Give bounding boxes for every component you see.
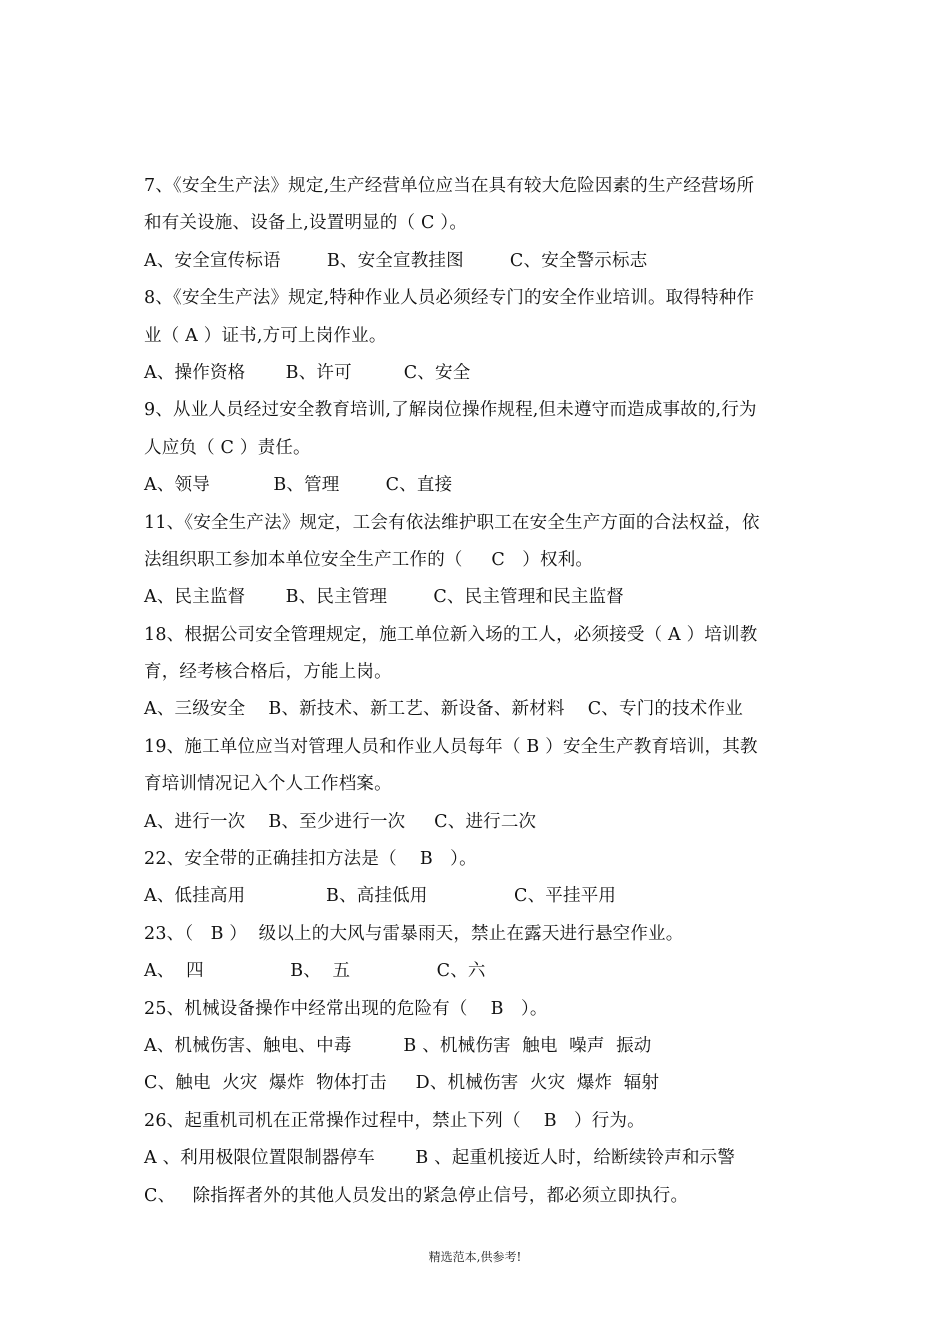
text-line: A、机械伤害、触电、中毒 B 、机械伤害 触电 噪声 振动 [144,1035,652,1056]
text-line: C、触电 火灾 爆炸 物体打击 D、机械伤害 火灾 爆炸 辐射 [144,1073,660,1094]
text-line: 19、施工单位应当对管理人员和作业人员每年（ B ）安全生产教育培训，其教 [144,736,758,757]
text-line: 23、（ B ） 级以上的大风与雷暴雨天，禁止在露天进行悬空作业。 [144,923,684,944]
text-line: 人应负（ C ）责任。 [144,437,311,458]
text-line: 9、从业人员经过安全教育培训,了解岗位操作规程,但未遵守而造成事故的,行为 [144,400,757,421]
text-line: A、 四 B、 五 C、六 [144,961,486,982]
text-line: A、低挂高用 B、高挂低用 C、平挂平用 [144,886,617,907]
text-line: 法组织职工参加本单位安全生产工作的（ C ）权利。 [144,549,594,570]
text-line: 育培训情况记入个人工作档案。 [144,774,392,795]
text-line: 26、起重机司机在正常操作过程中，禁止下列（ B ）行为。 [144,1110,645,1131]
text-line: 22、安全带的正确挂扣方法是（ B ）。 [144,849,477,870]
text-line: 18、根据公司安全管理规定，施工单位新入场的工人，必须接受（ A ）培训教 [144,624,758,645]
text-line: A、操作资格 B、许可 C、安全 [144,362,471,383]
text-line: 8、《安全生产法》规定,特种作业人员必须经专门的安全作业培训。取得特种作 [144,288,755,309]
text-line: A、进行一次 B、至少进行一次 C、进行二次 [144,811,537,832]
text-line: A、领导 B、管理 C、直接 [144,475,453,496]
text-line: 7、《安全生产法》规定,生产经营单位应当在具有较大危险因素的生产经营场所 [144,176,755,196]
text-line: A、三级安全 B、新技术、新工艺、新设备、新材料 C、专门的技术作业 [144,699,743,720]
text-line: 11、《安全生产法》规定，工会有依法维护职工在安全生产方面的合法权益，依 [144,512,760,533]
text-line: 和有关设施、设备上,设置明显的（ C ）。 [144,213,468,234]
text-line: C、 除指挥者外的其他人员发出的紧急停止信号，都必须立即执行。 [144,1185,689,1206]
text-line: 25、机械设备操作中经常出现的危险有（ B ）。 [144,998,548,1019]
text-line: A 、利用极限位置限制器停车 B 、起重机接近人时，给断续铃声和示警 [144,1148,736,1169]
text-line: A、安全宣传标语 B、安全宣教挂图 C、安全警示标志 [144,250,648,271]
text-line: 业（ A ）证书,方可上岗作业。 [144,325,387,346]
question-list [144,168,814,1215]
text-line: 育，经考核合格后，方能上岗。 [144,662,392,683]
text-line: A、民主监督 B、民主管理 C、民主管理和民主监督 [144,587,624,608]
page-footer: 精选范本,供参考! [428,1250,522,1264]
